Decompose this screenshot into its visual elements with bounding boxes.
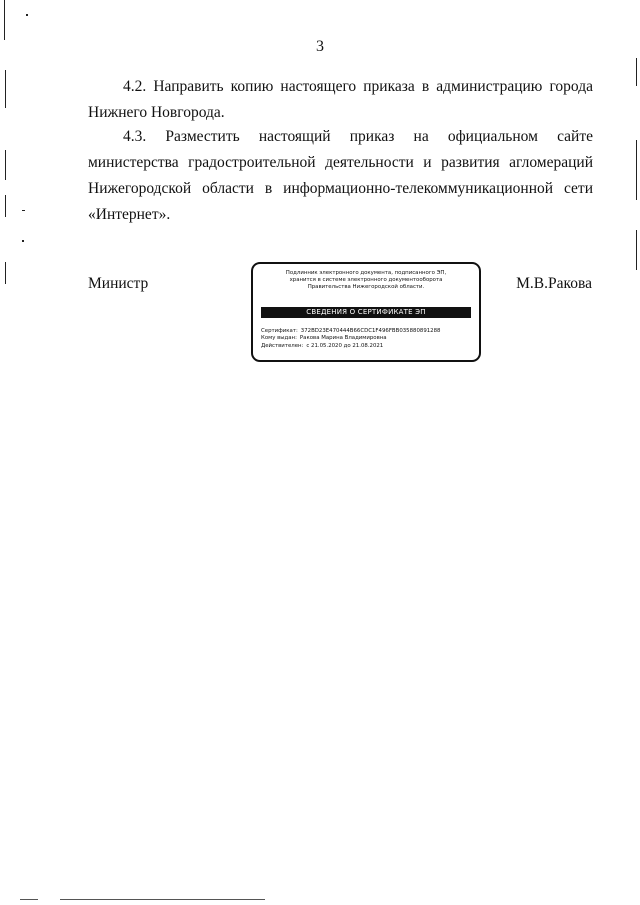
signer-position: Министр bbox=[88, 275, 149, 292]
validity-row bbox=[261, 343, 473, 350]
stamp-header-line: Подлинник электронного документа, подписанного ЭП, bbox=[285, 270, 447, 276]
stamp-header bbox=[261, 270, 471, 292]
scan-footer-line bbox=[60, 899, 265, 900]
validity-label: Действителен: bbox=[261, 342, 304, 349]
issued-to-row bbox=[261, 335, 473, 342]
scan-margin-mark bbox=[22, 240, 24, 242]
scan-margin-mark bbox=[22, 210, 25, 211]
paragraph-4-2: 4.2. Направить копию настоящего приказа в администрацию города Нижнего Новгорода. bbox=[88, 78, 593, 121]
scan-margin-mark bbox=[5, 262, 6, 284]
scan-margin-mark bbox=[636, 230, 637, 270]
certificate-row bbox=[261, 328, 473, 335]
validity-value: с 21.05.2020 до 21.08.2021 bbox=[306, 342, 384, 349]
scan-margin-mark bbox=[26, 14, 28, 16]
paragraph-4-3: 4.3. Разместить настоящий приказ на официальном сайте министерства градостроительной деятельности и развития агломераций Нижегородской области в информационно-телекоммуникационной сети «Интернет». bbox=[88, 128, 593, 223]
certificate-value: 372BD23E470444B66CDC1F496FBB035880891288 bbox=[300, 328, 441, 334]
issued-to-label: Кому выдан: bbox=[261, 335, 297, 342]
electronic-signature-stamp bbox=[251, 262, 481, 362]
scan-margin-mark bbox=[5, 150, 6, 180]
stamp-header-line: хранится в системе электронного документооборота bbox=[289, 277, 443, 284]
scan-margin-mark bbox=[5, 195, 6, 217]
page-number: 3 bbox=[316, 38, 324, 55]
scan-margin-mark bbox=[5, 70, 6, 108]
scan-margin-mark bbox=[636, 140, 637, 200]
scan-margin-mark bbox=[636, 58, 637, 86]
stamp-title: СВЕДЕНИЯ О СЕРТИФИКАТЕ ЭП bbox=[261, 307, 471, 318]
signer-name: М.В.Ракова bbox=[516, 275, 592, 292]
scan-footer-line bbox=[20, 899, 38, 900]
certificate-label: Сертификат: bbox=[261, 328, 298, 334]
stamp-header-line: Правительства Нижегородской области. bbox=[307, 284, 425, 291]
scan-margin-mark bbox=[4, 0, 5, 40]
issued-to-value: Ракова Марина Владимировна bbox=[299, 335, 387, 342]
stamp-details bbox=[261, 328, 473, 350]
